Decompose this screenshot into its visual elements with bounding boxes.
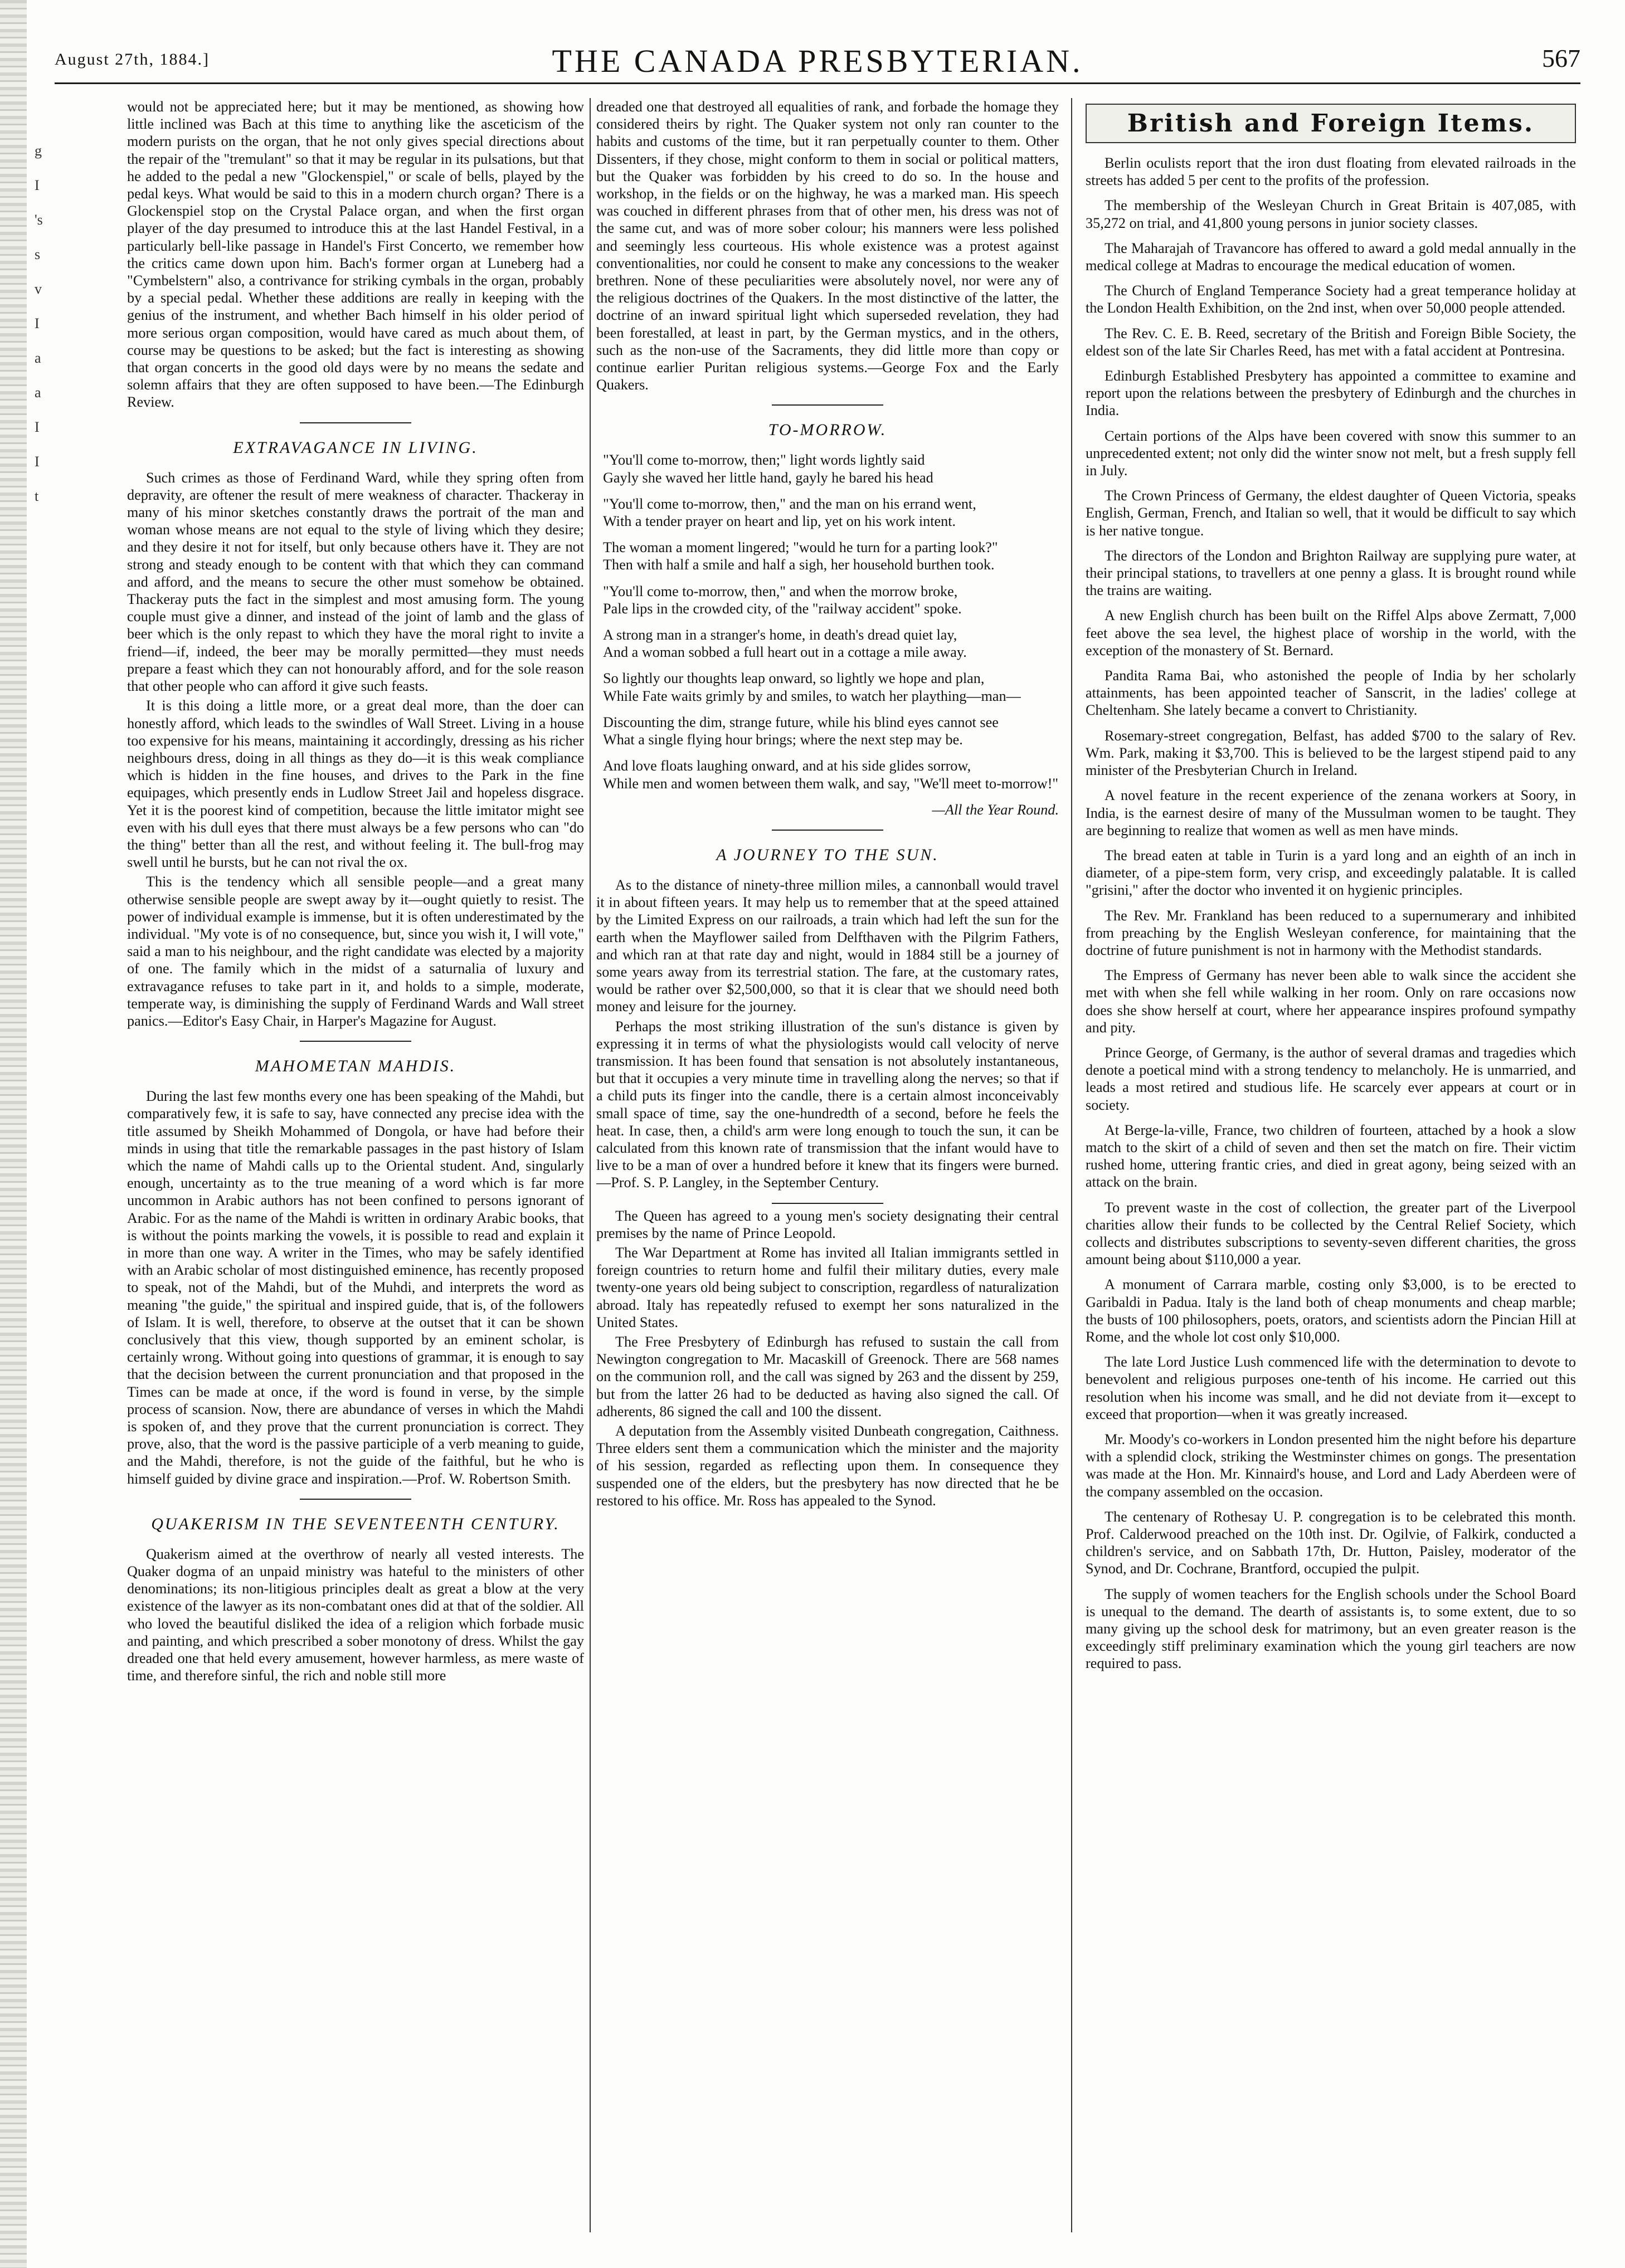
poem-line: "You'll come to-morrow, then," and when the morrow broke, — [603, 583, 958, 599]
news-item: The Rev. Mr. Frankland has been reduced to a supernumerary and inhibited from preaching by the English Wesleyan conference, for maintaining that the doctrine of future punishment is not in harmony with the Methodist standards. — [1086, 907, 1576, 958]
section-rule — [300, 422, 411, 423]
poem-stanza — [596, 626, 1059, 661]
poem-stanza — [596, 714, 1059, 748]
section-rule — [300, 1041, 411, 1042]
news-item: Certain portions of the Alps have been covered with snow this summer to an unprecedented extent; not only did the winter snow not melt, but a fresh supply fell in July. — [1086, 427, 1576, 479]
news-item: The centenary of Rothesay U. P. congregation is to be celebrated this month. Prof. Calderwood preached on the 10th inst. Dr. Ogilvie, of Falkirk, conducted a children's service, and on Sabbath 17th, Dr. Hutton, Paisley, moderator of the Synod, and Dr. Cochrane, Brantford, occupied the pulpit. — [1086, 1508, 1576, 1577]
news-item: Edinburgh Established Presbytery has appointed a committee to examine and report upon the relations between the presbytery of Edinburgh and the churches in India. — [1086, 368, 1576, 419]
news-item: At Berge-la-ville, France, two children of fourteen, attached by a hook a slow match to the skirt of a child of seven and then set the match on fire. Their victim rushed home, uttering frantic cries, and died in great agony, being seized with an attack on the brain. — [1086, 1121, 1576, 1191]
news-item: Rosemary-street congregation, Belfast, has added $700 to the salary of Rev. Wm. Park, making it $3,700. This is believed to be the largest stipend paid to any minister of the Presbyterian Church in Ireland. — [1086, 727, 1576, 779]
poem-line: And a woman sobbed a full heart out in a cottage a mile away. — [603, 644, 967, 661]
news-item: The Maharajah of Travancore has offered to award a gold medal annually in the medical college at Madras to encourage the medical education of women. — [1086, 240, 1576, 274]
news-item: A novel feature in the recent experience of the zenana workers at Soory, in India, is the earnest desire of many of the Mussulman women to be taught. They are beginning to realize that women as well as men have minds. — [1086, 787, 1576, 838]
page-number: 567 — [1542, 44, 1580, 72]
poem-line: With a tender prayer on heart and lip, yet on his work intent. — [603, 513, 956, 530]
article-text: During the last few months every one has been speaking of the Mahdi, but comparatively few, it is safe to say, have connected any precise idea with the title assumed by Sheikh Mohammed of Dongola, or have had before their minds in using that title the remarkable passages in the past history of Islam which the name of Mahdi calls up to the Oriental student. And, singularly enough, uncertainty as to the true meaning of a word which is far more uncommon in Arabic authors has not been confined to persons ignorant of Arabic. For as the name of the Mahdi is written in ordinary Arabic books, that is without the points marking the vowels, it is possible to read and explain it in more than one way. A writer in the Times, who may be safely identified with an Arabic scholar of most distinguished eminence, has recently proposed to speak, not of the Mahdi, but of the Muhdi, and interprets the word as meaning "the guide," the spiritual and inspired guide, that is, of the followers of Islam. It is well, therefore, to observe at the outset that it can be shown conclusively that this view, though supported by an eminent scholar, is certainly wrong. Without going into questions of grammar, it is enough to say that the decision between the current pronunciation and that proposed in the Times can be made at once, if the word is found in verse, by the simple process of scansion. Now, there are abundance of verses in which the Mahdi is spoken of, and they prove that the current pronunciation is correct. They prove, also, that the word is the passive participle of a verb meaning to guide, and the Mahdi, therefore, is not the guide of the faithful, but he who is himself guided by divine grace and inspiration.—Prof. W. Robertson Smith. — [127, 1088, 584, 1487]
margin-mark: I — [35, 177, 40, 193]
article-heading: A JOURNEY TO THE SUN. — [716, 845, 939, 864]
news-item: The directors of the London and Brighton Railway are supplying pure water, at their principal stations, to travellers at one penny a glass. It is brought round while the trains are waiting. — [1086, 547, 1576, 599]
news-item: Pandita Rama Bai, who astonished the people of India by her scholarly attainments, has been appointed teacher of Sanscrit, in the ladies' college at Cheltenham. She lately became a convert to Christianity. — [1086, 667, 1576, 719]
poem-stanza — [596, 670, 1059, 704]
news-item: The War Department at Rome has invited all Italian immigrants settled in foreign countries to return home and fulfil their military duties, every male twenty-one years old being subject to conscription, regardless of naturalization abroad. Italy has repeatedly refused to exempt her sons naturalized in the United States. — [596, 1244, 1059, 1330]
header-rule — [55, 82, 1580, 84]
poem-heading: TO-MORROW. — [768, 421, 887, 440]
poem-stanza — [596, 757, 1059, 792]
article-text: Perhaps the most striking illustration of the sun's distance is given by expressing it in terms of what the physiologists would call velocity of nerve transmission. It has been found that sensation is not absolutely instantaneous, but that it occupies a very minute time in travelling along the nerves; so that if a child puts its finger into the candle, there is a certain almost inconceivably small space of time, say the one-hundredth of a second, before he feels the heat. In case, then, a child's arm were long enough to touch the sun, it can be calculated from this known rate of transmission that the infant would have to live to be a man of over a hundred before it knew that its fingers were burned.—Prof. S. P. Langley, in the September Century. — [596, 1018, 1059, 1191]
news-item: The Free Presbytery of Edinburgh has refused to sustain the call from Newington congregation to Mr. Macaskill of Greenock. There are 568 names on the communion roll, and the call was signed by 263 and the dissent by 259, but from the latter 26 had to be deducted as having also signed the call. Of adherents, 86 signed the call and 100 the dissent. — [596, 1333, 1059, 1420]
news-item: The bread eaten at table in Turin is a yard long and an eighth of an inch in diameter, of a pipe-stem form, very crisp, and exceedingly palatable. It is called "grisini," after the doctor who invented it on hygienic principles. — [1086, 847, 1576, 899]
margin-mark: I — [35, 453, 40, 470]
scan-edge — [0, 0, 27, 2268]
news-item: The membership of the Wesleyan Church in Great Britain is 407,085, with 35,272 on trial, and 41,800 young persons in junior society classes. — [1086, 197, 1576, 231]
article-heading: MAHOMETAN MAHDIS. — [255, 1057, 456, 1076]
article-text: Quakerism aimed at the overthrow of nearly all vested interests. The Quaker dogma of an unpaid ministry was hateful to the ministers of other denominations; its non-litigious principles dealt as great a blow at the very existence of the lawyer as its non-combatant ones did at that of the soldier. All who loved the beautiful disliked the idea of a religion which forbade music and painting, and which prescribed a sober monotony of dress. Whilst the gay dreaded one that held every amusement, however harmless, as mere waste of time, and therefore sinful, the rich and noble still more — [127, 1545, 584, 1684]
poem-line: Gayly she waved her little hand, gayly he bared his head — [603, 469, 933, 486]
poem-line: "You'll come to-morrow, then;" light words lightly said — [603, 452, 925, 469]
poem-line: While Fate waits grimly by and smiles, to watch her plaything—man— — [603, 687, 1021, 704]
margin-mark: g — [35, 143, 42, 159]
page-header — [55, 28, 1580, 84]
margin-mark: v — [35, 281, 42, 297]
news-item: A monument of Carrara marble, costing only $3,000, is to be erected to Garibaldi in Padua. Italy is the land both of cheap monuments and cheap marble; the busts of 100 philosophers, poets, orators, and scientists adorn the Pincian Hill at Rome, and the whole lot cost only $10,000. — [1086, 1276, 1576, 1345]
column-divider — [1071, 98, 1072, 2232]
margin-mark: s — [35, 246, 41, 262]
column-1 — [127, 98, 584, 2235]
margin-mark: I — [35, 419, 40, 435]
poem-stanza — [596, 583, 1059, 617]
poem-stanza — [596, 539, 1059, 573]
poem-line: What a single flying hour brings; where the next step may be. — [603, 731, 963, 748]
section-rule — [300, 1499, 411, 1500]
poem-line: And love floats laughing onward, and at his side glides sorrow, — [603, 758, 971, 774]
news-item: Prince George, of Germany, is the author of several dramas and tragedies which denote a poetical mind with a strong tendency to melancholy. He is unmarried, and leads a most retired and studious life. He scarcely ever appears at court or in society. — [1086, 1044, 1576, 1113]
poem-line: Pale lips in the crowded city, of the "railway accident" spoke. — [603, 600, 962, 617]
issue-date: August 27th, 1884.] — [55, 50, 210, 69]
news-item: To prevent waste in the cost of collection, the greater part of the Liverpool charities allow their funds to be collected by the Central Relief Society, which collects and distributes subscriptions to seventy-seven different charities, the gross amount being about $110,000 a year. — [1086, 1199, 1576, 1268]
poem-line: While men and women between them walk, and say, "We'll meet to-morrow!" — [603, 775, 1059, 792]
poem-line: The woman a moment lingered; "would he turn for a parting look?" — [603, 539, 998, 556]
newspaper-title: THE CANADA PRESBYTERIAN. — [552, 43, 1083, 79]
news-item: Berlin oculists report that the iron dust floating from elevated railroads in the streets has added 5 per cent to the profits of the profession. — [1086, 155, 1576, 189]
article-text: This is the tendency which all sensible people—and a great many otherwise sensible people are swept away by it—ought quietly to resist. The power of individual example is immense, but it is often underestimated by the individual. "My vote is of no consequence, but, since you wish it, I will vote," said a man to his neighbour, and the right candidate was elected by a majority of one. The family which in the midst of a saturnalia of luxury and extravagance refuses to take part in it, and holds to a simple, moderate, temperate way, is diminishing the supply of Ferdinand Wards and Wall street panics.—Editor's Easy Chair, in Harper's Magazine for August. — [127, 874, 584, 1029]
section-rule — [772, 830, 883, 831]
column-3 — [1086, 98, 1576, 2235]
news-item: The Church of England Temperance Society had a great temperance holiday at the London Health Exhibition, on the 2nd inst, when over 50,000 people attended. — [1086, 282, 1576, 316]
news-item: Mr. Moody's co-workers in London presented him the night before his departure with a splendid clock, striking the Westminster chimes on gongs. The presentation was made at the Hon. Mr. Kinnaird's house, and Lord and Lady Aberdeen were of the company assembled on the occasion. — [1086, 1431, 1576, 1500]
news-item: The Queen has agreed to a young men's society designating their central premises by the name of Prince Leopold. — [596, 1207, 1059, 1241]
poem-line: "You'll come to-morrow, then," and the man on his errand went, — [603, 495, 976, 512]
column-2 — [596, 98, 1059, 2235]
poem-line: So lightly our thoughts leap onward, so lightly we hope and plan, — [603, 670, 985, 687]
poem-line: Discounting the dim, strange future, while his blind eyes cannot see — [603, 714, 999, 730]
article-text: would not be appreciated here; but it may be mentioned, as showing how little inclined was Bach at this time to anything like the asceticism of the modern purists on the organ, that he not only gives special directions about the repair of the "tremulant" so that it may be regular in its pulsations, but that he added to the pedal a new "Glockenspiel," or scale of bells, played by the pedal keys. What would be said to this in a modern church organ? There is a Glockenspiel stop on the Crystal Palace organ, and when the first organ player of the day presumed to introduce this at the last Handel Festival, in a particularly bell-like passage in Handel's First Concerto, we remember how the critics came down upon him. Bach's former organ at Luneberg had a "Cymbelstern" also, a contrivance for striking cymbals in the organ, probably by a special pedal. Whether these additions are really in keeping with the genius of the instrument, and whether Bach himself in his older period of more serious organ composition, would have cared as much about them, of course may be questions to be asked; but the fact is interesting as showing that organ concerts in the good old days were by no means the sedate and solemn affairs that they are often supposed to have been.—The Edinburgh Review. — [127, 99, 584, 411]
poem-attribution: —All the Year Round. — [932, 801, 1059, 818]
news-item: The supply of women teachers for the English schools under the School Board is unequal to the demand. The dearth of assistants is, to some extent, due to so many giving up the school desk for matrimony, but an even greater reason is the exceedingly stiff preliminary examination which the young girl teachers are now required to pass. — [1086, 1586, 1576, 1672]
margin-mark: a — [35, 350, 41, 366]
poem-line: A strong man in a stranger's home, in death's dread quiet lay, — [603, 627, 957, 643]
poem-line: Then with half a smile and half a sigh, her household burthen took. — [603, 557, 995, 573]
news-item: A deputation from the Assembly visited Dunbeath congregation, Caithness. Three elders sent them a communication which the minister and the majority of his session, regarded as reflecting upon them. In consequence they suspended one of the elders, but the presbytery has now directed that he be restored to his office. Mr. Ross has appealed to the Synod. — [596, 1423, 1059, 1509]
section-rule — [772, 404, 883, 406]
news-item: The late Lord Justice Lush commenced life with the determination to devote to benevolent and religious purposes one-tenth of his income. He carried out this resolution when his income was small, and he did not deviate from it—except to exceed that proportion—when it was greatly increased. — [1086, 1354, 1576, 1422]
news-item: The Crown Princess of Germany, the eldest daughter of Queen Victoria, speaks English, German, French, and Italian so well, that it would be difficult to say which is her native tongue. — [1086, 487, 1576, 539]
margin-mark: I — [35, 315, 40, 331]
column-divider — [590, 98, 591, 2232]
article-text: As to the distance of ninety-three million miles, a cannonball would travel it in about fifteen years. It may help us to remember that at the speed attained by the Limited Express on our railroads, a train which had left the sun for the earth when the Mayflower sailed from Delfthaven with the Pilgrim Fathers, and which ran at that rate day and night, would in 1884 still be a journey of some years away from its terrestrial station. The fare, at the customary rates, would be rather over $2,500,000, so that it is clear that we should need both money and leisure for the journey. — [596, 876, 1059, 1015]
margin-mark: 's — [35, 212, 43, 228]
margin-marks — [35, 134, 48, 514]
section-rule — [772, 1203, 883, 1204]
news-item: The Empress of Germany has never been able to walk since the accident she met with when she fell while walking in her room. Only on rare occasions now does she show herself at court, where her appearance inspires profound sympathy and pity. — [1086, 967, 1576, 1036]
news-item: The Rev. C. E. B. Reed, secretary of the British and Foreign Bible Society, the eldest son of the late Sir Charles Reed, has met with a fatal accident at Pontresina. — [1086, 325, 1576, 359]
margin-mark: t — [35, 488, 39, 504]
section-heading: British and Foreign Items. — [1086, 104, 1576, 143]
article-text: It is this doing a little more, or a great deal more, than the doer can honestly afford, which leads to the swindles of Wall Street. Living in a house too expensive for his means, maintaining it accordingly, dressing as his richer neighbours dress, doing in all things as they do—it is this weak compliance which is hidden in the fine houses, and drives to the Park in the fine equipages, which presently ends in Ludlow Street Jail and hopeless disgrace. Yet it is the poorest kind of competition, because the little imitator might see even with his dull eyes that there must always be a few persons who can "do the thing" better than all the rest, and without feeling it. The bull-frog may swell until he bursts, but he can not rival the ox. — [127, 698, 584, 871]
article-heading: QUAKERISM IN THE SEVENTEENTH CENTURY. — [151, 1514, 560, 1533]
article-text: dreaded one that destroyed all equalities of rank, and forbade the homage they considered theirs by right. The Quaker system not only ran counter to the habits and customs of the time, but it ran perpetually counter to them. Other Dissenters, if they chose, might conform to them in social or political matters, but the Quaker was forbidden by his creed to do so. In the house and workshop, in the fields or on the highway, he was a marked man. His speech was couched in different phrases from that of other men, his dress was not of the same cut, and was of more sober colour; his manners were less polished and seemingly less courteous. His whole existence was a protest against conventionalities, nor could he consent to make any concessions to the weaker brethren. None of these peculiarities were absolutely novel, nor were any of the religious doctrines of the Quakers. In the most distinctive of the latter, the doctrine of an inward spiritual light which superseded revelation, they had been forestalled, at least in part, by the German mystics, and in the others, such as the non-use of the Sacraments, they did little more than copy or continue earlier Puritan religious systems.—George Fox and the Early Quakers. — [596, 99, 1059, 393]
article-text: Such crimes as those of Ferdinand Ward, while they spring often from depravity, are oftener the result of mere weakness of character. Thackeray in many of his minor sketches constantly draws the portrait of the man and woman whose means are not equal to the style of living which they desire; and they desire it not for itself, but only because others have it. They are not strong and steady enough to be content with that which they can command and afford, and the means to secure the other must somehow be obtained. Thackeray puts the fact in the simplest and most amusing form. The young couple must give a dinner, and instead of the joint of lamb and the glass of beer which is the only repast to which they have the moral right to invite a friend—if, indeed, the beer may be morally permitted—they must needs prepare a feast which they can not honourably afford, and for the sole reason that other people who can afford it give such feasts. — [127, 469, 584, 695]
poem-stanza — [596, 495, 1059, 530]
article-heading: EXTRAVAGANCE IN LIVING. — [233, 438, 478, 457]
margin-mark: a — [35, 384, 41, 401]
poem-stanza — [596, 451, 1059, 486]
news-item: A new English church has been built on the Riffel Alps above Zermatt, 7,000 feet above the sea level, the highest place of worship in the world, with the exception of the monastery of St. Bernard. — [1086, 607, 1576, 659]
